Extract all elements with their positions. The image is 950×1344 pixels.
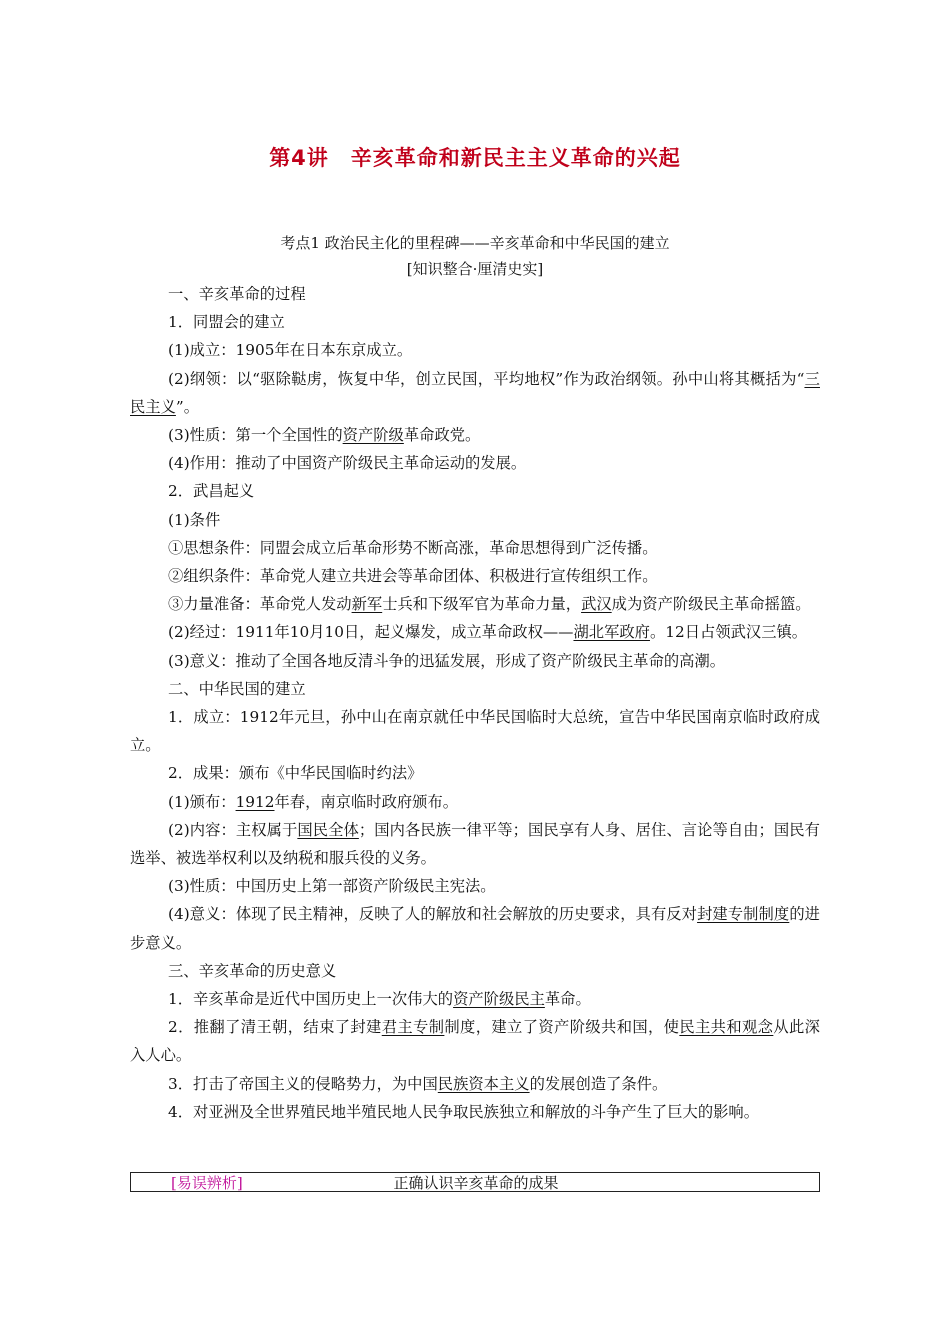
paragraph <box>130 421 820 449</box>
underlined-term: 君主专制 <box>381 1018 445 1037</box>
paragraph <box>130 900 820 956</box>
paragraph <box>130 647 820 675</box>
paragraph <box>130 1070 820 1098</box>
underlined-term: 国民全体 <box>297 820 359 839</box>
text-run: 4．对亚洲及全世界殖民地半殖民地人民争取民族独立和解放的斗争产生了巨大的影响。 <box>168 1102 760 1121</box>
text-run: 1．成立：1912年元旦，孙中山在南京就任中华民国临时大总统，宣告中华民国南京临时政府成立。 <box>130 708 820 755</box>
paragraph <box>130 336 820 364</box>
text-run: (4)意义：体现了民主精神，反映了人的解放和社会解放的历史要求，具有反对 <box>168 905 698 924</box>
text-run: 三、辛亥革命的历史意义 <box>168 961 337 980</box>
topic-heading: 考点1 政治民主化的里程碑——辛亥革命和中华民国的建立 <box>280 234 670 252</box>
text-run: 2．武昌起义 <box>168 482 255 501</box>
paragraph <box>130 872 820 900</box>
text-run: ；国内各民族一律平等；国民享有人身、居住、言论等自由；国民有选举、被选举权利以及纳税和服兵役的义务。 <box>130 820 820 868</box>
text-run: ③力量准备：革命党人发动 <box>168 595 352 614</box>
text-run: 成为资产阶级民主革命摇篮。 <box>611 595 811 614</box>
text-run: 的进步意义。 <box>130 905 820 952</box>
text-run: (2)内容：主权属于 <box>168 820 298 839</box>
paragraph <box>130 477 820 505</box>
text-run: (4)作用：推动了中国资产阶级民主革命运动的发展。 <box>168 454 527 473</box>
text-run: 2．推翻了清王朝，结束了封建 <box>168 1018 382 1037</box>
underlined-term: 1912 <box>235 792 275 811</box>
text-run: (3)意义：推动了全国各地反清斗争的迅猛发展，形成了资产阶级民主革命的高潮。 <box>168 651 726 670</box>
text-run: 革命政党。 <box>403 426 481 445</box>
paragraph <box>130 562 820 590</box>
paragraph <box>130 449 820 477</box>
paragraph <box>130 308 820 336</box>
body-text <box>130 280 820 1126</box>
text-run: 二、中华民国的建立 <box>168 679 306 698</box>
paragraph <box>130 506 820 534</box>
text-run: (3)性质：第一个全国性的 <box>168 426 343 445</box>
text-run: (2)纲领：以“驱除鞑虏，恢复中华，创立民国，平均地权”作为政治纲领。孙中山将其概括为“ <box>168 369 805 388</box>
underlined-term: 新军 <box>351 595 383 614</box>
text-run: 士兵和下级军官为革命力量， <box>382 595 582 614</box>
underlined-term: 资产阶级民主 <box>453 990 545 1009</box>
text-run: 制度，建立了资产阶级共和国，使 <box>444 1018 680 1037</box>
text-run: (1)条件 <box>168 510 221 529</box>
paragraph <box>130 365 820 421</box>
paragraph <box>130 590 820 618</box>
text-run: 3．打击了帝国主义的侵略势力，为中国 <box>168 1074 438 1093</box>
paragraph <box>130 675 820 703</box>
paragraph <box>130 1013 820 1069</box>
text-run: ”。 <box>175 397 200 416</box>
paragraph <box>130 1098 820 1126</box>
text-run: 2．成果：颁布《中华民国临时约法》 <box>168 764 423 783</box>
paragraph <box>130 985 820 1013</box>
tip-box <box>130 1172 820 1192</box>
text-run: 革命。 <box>544 990 591 1009</box>
text-run: 。12日占领武汉三镇。 <box>649 623 808 642</box>
paragraph <box>130 618 820 646</box>
text-run: 的发展创造了条件。 <box>529 1074 668 1093</box>
underlined-term: 资产阶级 <box>342 426 404 445</box>
paragraph <box>130 534 820 562</box>
text-run: (1)颁布： <box>168 792 236 811</box>
paragraph <box>130 759 820 787</box>
text-run: ②组织条件：革命党人建立共进会等革命团体、积极进行宣传组织工作。 <box>168 567 658 586</box>
underlined-term: 武汉 <box>581 595 612 614</box>
text-run: (2)经过：1911年10月10日，起义爆发，成立革命政权—— <box>168 623 574 642</box>
tip-tag: [易误辨析] <box>171 1174 243 1192</box>
text-run: 一、辛亥革命的过程 <box>168 285 306 303</box>
paragraph <box>130 788 820 816</box>
paragraph <box>130 280 820 308</box>
section-heading: [知识整合·厘清史实] <box>406 260 544 278</box>
paragraph <box>130 816 820 872</box>
paragraph <box>130 703 820 759</box>
text-run: 1．同盟会的建立 <box>168 313 285 332</box>
underlined-term: 封建专制制度 <box>697 905 790 924</box>
text-run: 年春，南京临时政府颁布。 <box>274 792 459 811</box>
paragraph <box>130 957 820 985</box>
text-run: (3)性质：中国历史上第一部资产阶级民主宪法。 <box>168 877 496 896</box>
text-run: 从此深入人心。 <box>130 1018 820 1065</box>
underlined-term: 湖北军政府 <box>573 623 650 642</box>
underlined-term: 三民主义 <box>130 369 820 416</box>
text-run: 1．辛亥革命是近代中国历史上一次伟大的 <box>168 990 454 1009</box>
text-run: (1)成立：1905年在日本东京成立。 <box>168 341 413 360</box>
page-title: 第4讲 辛亥革命和新民主主义革命的兴起 <box>269 146 681 170</box>
text-run: ①思想条件：同盟会成立后革命形势不断高涨，革命思想得到广泛传播。 <box>168 538 658 557</box>
underlined-term: 民主共和观念 <box>679 1018 774 1037</box>
underlined-term: 民族资本主义 <box>437 1074 530 1093</box>
tip-caption: 正确认识辛亥革命的成果 <box>393 1174 559 1192</box>
